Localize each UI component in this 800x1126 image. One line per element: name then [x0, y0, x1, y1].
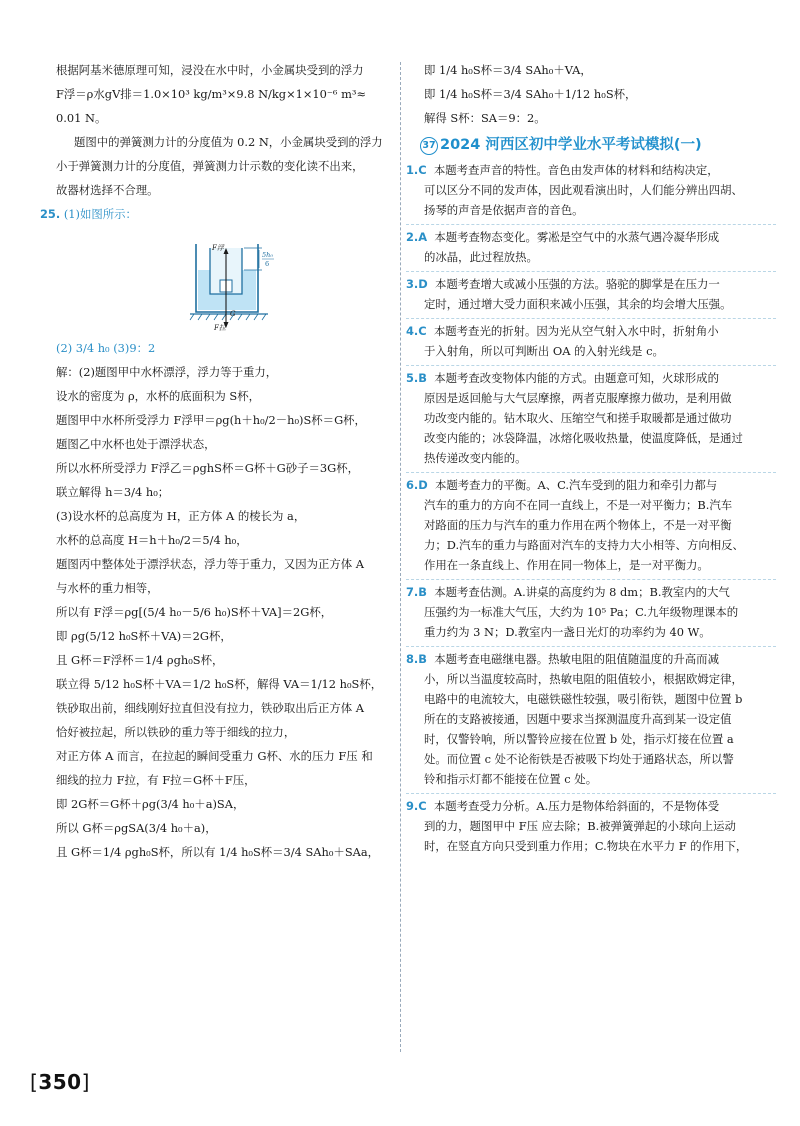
- item-number: 2.A: [406, 230, 428, 244]
- text-line: 故器材选择不合理。: [56, 183, 159, 197]
- dim-denominator: 6: [265, 260, 270, 268]
- answer-item: [406, 229, 776, 272]
- label-g: G: [230, 310, 236, 318]
- section-number-badge: 37: [420, 137, 438, 155]
- item-text: 本题考查电磁继电器。热敏电阻的阻值随温度的升高而减: [434, 652, 719, 666]
- solution-line: 所以有 F浮＝ρg[(5/4 h₀－5/6 h₀)S杯＋VA]＝2G杯，: [56, 605, 333, 619]
- solution-line: 即 2G杯＝G杯＋ρg(3/4 h₀＋a)SA，: [56, 797, 245, 811]
- solution-line: 即 ρg(5/12 h₀S杯＋VA)＝2G杯，: [56, 629, 232, 643]
- text-line: 小于弹簧测力计的分度值，弹簧测力计示数的变化读不出来，: [56, 159, 364, 173]
- answers-line: (2) 3/4 h₀ (3)9：2: [56, 341, 156, 355]
- item-text: 汽车的重力的方向不在同一直线上，不是一对平衡力；B.汽车: [424, 498, 733, 512]
- force-diagram: [184, 236, 284, 332]
- text-line: 即 1/4 h₀S杯＝3/4 SAh₀＋VA，: [424, 63, 592, 77]
- label-f-float: F浮: [212, 244, 224, 252]
- item-text: 本题考查增大或减小压强的方法。骆驼的脚掌是在压力一: [434, 277, 720, 291]
- text-line: 0.01 N。: [56, 111, 107, 125]
- solution-line: 且 G杯＝1/4 ρgh₀S杯，所以有 1/4 h₀S杯＝3/4 SAh₀＋SAa，: [56, 845, 380, 859]
- label-f-pull: F拉: [214, 324, 226, 332]
- item-number: 8.B: [406, 652, 427, 666]
- page-number-value: 350: [38, 1070, 82, 1094]
- item-number: 7.B: [406, 585, 427, 599]
- text-line: F浮＝ρ水gV排＝1.0×10³ kg/m³×9.8 N/kg×1×10⁻⁶ m³≈: [56, 87, 367, 101]
- solution-line: 且 G杯＝F浮杯＝1/4 ρgh₀S杯，: [56, 653, 224, 667]
- item-number: 6.D: [406, 478, 428, 492]
- item-text: 本题考查力的平衡。A、C.汽车受到的阻力和牵引力都与: [434, 478, 718, 492]
- column-divider: [400, 62, 401, 1052]
- item-number: 1.C: [406, 163, 427, 177]
- solution-line: 恰好被拉起，所以铁砂的重力等于细线的拉力，: [56, 725, 296, 739]
- item-text: 作用在一条直线上、作用在同一物体上，是一对平衡力。: [424, 558, 709, 572]
- section-title-text: 2024 河西区初中学业水平考试模拟(一): [440, 137, 702, 153]
- solution-line: 题图甲中水杯所受浮力 F浮甲＝ρg(h＋h₀/2－h₀)S杯＝G杯，: [56, 413, 366, 427]
- solution-line: 铁砂取出前，细线刚好拉直但没有拉力，铁砂取出后正方体 A: [56, 701, 365, 715]
- item-text: 原因是返回舱与大气层摩擦，两者克服摩擦力做功，是利用做: [424, 391, 732, 405]
- item-text: 于入射角，所以可判断出 OA 的入射光线是 c。: [424, 344, 664, 358]
- item-text: 本题考查估测。A.讲桌的高度约为 8 dm；B.教室内的大气: [434, 585, 730, 599]
- page-number: [350]: [30, 1070, 90, 1094]
- item-text: 压强约为一标准大气压，大约为 10⁵ Pa；C.九年级物理课本的: [424, 605, 739, 619]
- answer-item: [406, 651, 776, 794]
- item-number: 3.D: [406, 277, 428, 291]
- text-line: 题图中的弹簧测力计的分度值为 0.2 N，小金属块受到的浮力: [74, 135, 383, 149]
- item-text: 定时，通过增大受力面积来减小压强，其余的均会增大压强。: [424, 297, 732, 311]
- solution-line: (3)设水杯的总高度为 H，正方体 A 的棱长为 a，: [56, 509, 306, 523]
- item-text: 改变内能的；冰袋降温，冰熔化吸收热量，使温度降低，是通过: [424, 431, 743, 445]
- item-text: 本题考查改变物体内能的方式。由题意可知，火球形成的: [434, 371, 719, 385]
- item-text: 到的力，题图甲中 F压 应去除；B.被弹簧弹起的小球向上运动: [424, 819, 736, 833]
- item-text: 电路中的电流较大，电磁铁磁性较强，吸引衔铁，题图中位置 b: [424, 692, 743, 706]
- item-text: 热传递改变内能的。: [424, 451, 527, 465]
- left-column: [40, 62, 396, 868]
- item-text: 功改变内能的。钻木取火、压缩空气和搓手取暖都是通过做功: [424, 411, 732, 425]
- solution-line: 水杯的总高度 H＝h＋h₀/2＝5/4 h₀，: [56, 533, 248, 547]
- solution-line: 解：(2)题图甲中水杯漂浮，浮力等于重力，: [56, 365, 278, 379]
- solution-line: 联立解得 h＝3/4 h₀；: [56, 485, 170, 499]
- item-text: 可以区分不同的发声体，因此观看演出时，人们能分辨出四胡、: [424, 183, 743, 197]
- item-text: 本题考查声音的特性。音色由发声体的材料和结构决定，: [433, 163, 719, 177]
- solution-line: 与水杯的重力相等，: [56, 581, 159, 595]
- answer-item: [406, 162, 776, 225]
- item-text: 时，在竖直方向只受到重力作用；C.物块在水平力 F 的作用下，: [424, 839, 748, 853]
- answer-item: [406, 798, 776, 860]
- question-25-header: [40, 206, 396, 222]
- item-text: 重力约为 3 N；D.教室内一盏日光灯的功率约为 40 W。: [424, 625, 711, 639]
- item-text: 的冰晶，此过程放热。: [424, 250, 538, 264]
- answer-item: [406, 477, 776, 580]
- item-text: 铃和指示灯都不能接在位置 c 处。: [424, 772, 598, 786]
- ground-hatch: [190, 314, 266, 320]
- dim-label: 5h₀: [262, 251, 273, 259]
- section-title: [420, 134, 776, 156]
- item-number: 5.B: [406, 371, 427, 385]
- solution-line: 联立得 5/12 h₀S杯＋VA＝1/2 h₀S杯，解得 VA＝1/12 h₀S杯，: [56, 677, 383, 691]
- answer-item: [406, 370, 776, 473]
- solution-line: 设水的密度为 ρ，水杯的底面积为 S杯，: [56, 389, 260, 403]
- item-number: 9.C: [406, 799, 427, 813]
- answer-item: [406, 276, 776, 319]
- item-text: 小，所以当温度较高时，热敏电阻的阻值较小，根据欧姆定律，: [424, 672, 743, 686]
- question-number: 25.: [40, 207, 61, 221]
- answer-item: [406, 584, 776, 647]
- answer-item: [406, 323, 776, 366]
- item-text: 本题考查光的折射。因为光从空气射入水中时，折射角小: [433, 324, 719, 338]
- item-text: 所在的支路被接通，因题中要求当探测温度升高到某一设定值: [424, 712, 732, 726]
- item-number: 4.C: [406, 324, 427, 338]
- solution-line: 题图丙中整体处于漂浮状态，浮力等于重力，又因为正方体 A: [56, 557, 365, 571]
- item-text: 时，仅警铃响，所以警铃应接在位置 b 处，指示灯接在位置 a: [424, 732, 734, 746]
- solution-line: 所以水杯所受浮力 F浮乙＝ρghS杯＝G杯＋G砂子＝3G杯，: [56, 461, 360, 475]
- item-text: 本题考查物态变化。雾凇是空气中的水蒸气遇冷凝华形成: [434, 230, 720, 244]
- question-part: (1)如图所示：: [63, 207, 137, 221]
- item-text: 扬琴的声音是依据声音的音色。: [424, 203, 584, 217]
- solution-line: 题图乙中水杯也处于漂浮状态，: [56, 437, 216, 451]
- item-text: 力；D.汽车的重力与路面对汽车的支持力大小相等、方向相反、: [424, 538, 744, 552]
- solution-line: 细线的拉力 F拉，有 F拉＝G杯＋F压，: [56, 773, 256, 787]
- item-text: 对路面的压力与汽车的重力作用在两个物体上，不是一对平衡: [424, 518, 732, 532]
- item-text: 本题考查受力分析。A.压力是物体给斜面的，不是物体受: [433, 799, 720, 813]
- text-line: 解得 S杯：SA＝9：2。: [424, 111, 546, 125]
- text-line: 即 1/4 h₀S杯＝3/4 SAh₀＋1/12 h₀S杯，: [424, 87, 637, 101]
- item-text: 处。而位置 c 处不论衔铁是否被吸下均处于通路状态，所以警: [424, 752, 734, 766]
- text-line: 根据阿基米德原理可知，浸没在水中时，小金属块受到的浮力: [56, 63, 364, 77]
- solution-line: 对正方体 A 而言，在拉起的瞬间受重力 G杯、水的压力 F压 和: [56, 749, 373, 763]
- right-column: [406, 62, 776, 864]
- solution-line: 所以 G杯＝ρgSA(3/4 h₀＋a)，: [56, 821, 217, 835]
